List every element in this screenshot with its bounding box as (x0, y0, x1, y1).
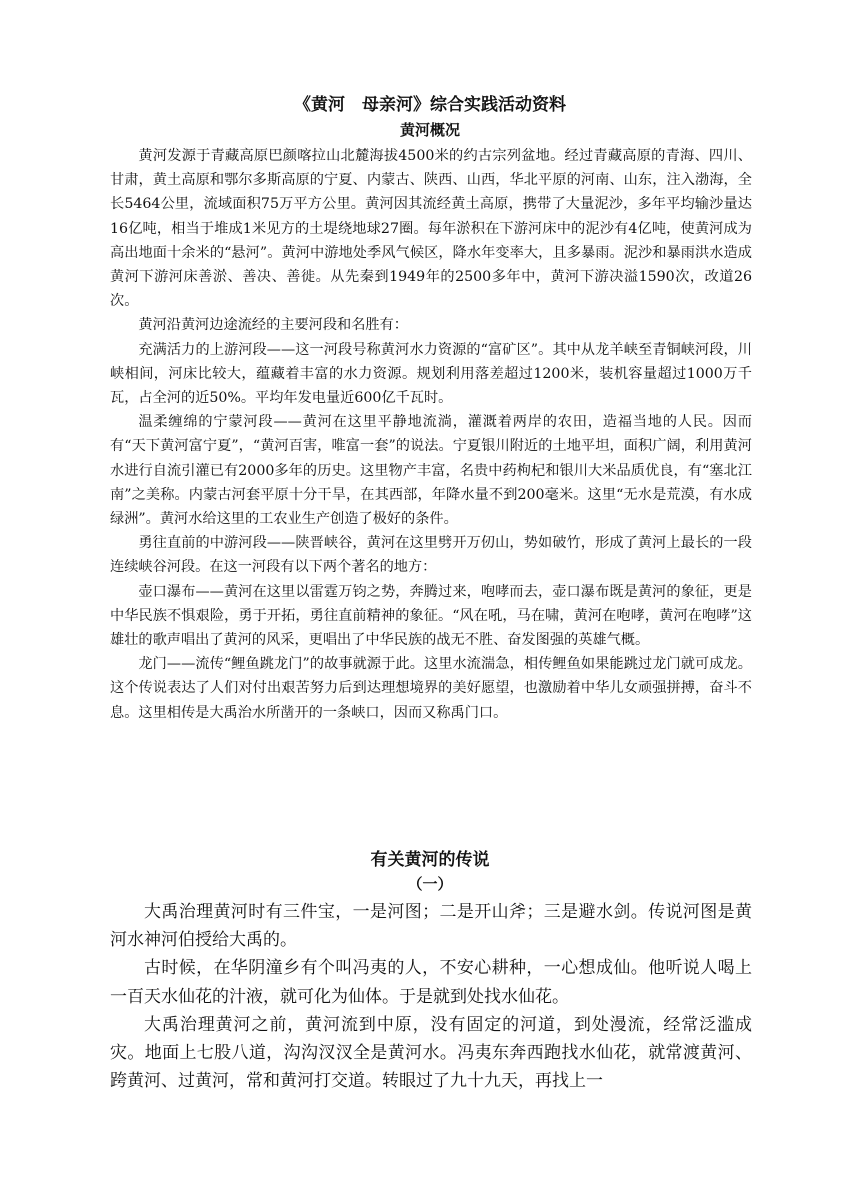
paragraph: 充满活力的上游河段——这一河段号称黄河水力资源的“富矿区”。其中从龙羊峡至青铜峡河段，川峡相间，河床比较大，蕴藏着丰富的水力资源。规划利用落差超过1200米，装机容量超过1000万千瓦，占全河的近50%。平均年发电量近600亿千瓦时。 (110, 341, 752, 407)
paragraph: 勇往直前的中游河段——陕晋峡谷，黄河在这里劈开万仞山，势如破竹，形成了黄河上最长的一段连续峡谷河段。在这一河段有以下两个著名的地方： (110, 535, 752, 576)
paragraph: 龙门——流传“鲤鱼跳龙门”的故事就源于此。这里水流湍急，相传鲤鱼如果能跳过龙门就可成龙。这个传说表达了人们对付出艰苦努力后到达理想境界的美好愿望，也激励着中华儿女顽强拼搏，奋斗不息。这里相传是大禹治水所凿开的一条峡口，因而又称禹门口。 (110, 656, 752, 721)
paragraph: 壶口瀑布——黄河在这里以雷霆万钧之势，奔腾过来，咆哮而去，壶口瀑布既是黄河的象征，更是中华民族不惧艰险，勇于开拓，勇往直前精神的象征。“风在吼，马在啸，黄河在咆哮，黄河在咆哮”这雄壮的歌声唱出了黄河的风采，更唱出了中华民族的战无不胜、奋发图强的英雄气概。 (110, 583, 752, 649)
paragraph: 黄河沿黄河边途流经的主要河段和名胜有： (138, 317, 408, 334)
section-subheading: （一） (407, 875, 453, 893)
section-heading-legends: 有关黄河的传说 (370, 850, 490, 870)
section-heading-overview: 黄河概况 (399, 121, 460, 139)
paragraph: 大禹治理黄河之前，黄河流到中原，没有固定的河道，到处漫流，经常泛滥成灾。地面上七股八道，沟沟汊汊全是黄河水。冯夷东奔西跑找水仙花，就常渡黄河、跨黄河、过黄河，常和黄河打交道。转眼过了九十九天，再找上一 (110, 1014, 752, 1092)
section-legends-body (110, 898, 752, 1095)
document-title: 《黄河 母亲河》综合实践活动资料 (294, 95, 566, 115)
paragraph: 温柔缠绵的宁蒙河段——黄河在这里平静地流淌，灌溉着两岸的农田，造福当地的人民。因而有“天下黄河富宁夏”，“黄河百害，唯富一套”的说法。宁夏银川附近的土地平坦，面积广阔，利用黄河水进行自流引灌已有2000多年的历史。这里物产丰富，名贵中药枸杞和银川大米品质优良，有“塞北江南”之美称。内蒙古河套平原十分干旱，在其西部，年降水量不到200毫米。这里“无水是荒漠，有水成绿洲”。黄河水给这里的工农业生产创造了极好的条件。 (110, 414, 752, 528)
paragraph: 大禹治理黄河时有三件宝，一是河图；二是开山斧；三是避水剑。传说河图是黄河水神河伯授给大禹的。 (110, 902, 752, 951)
section-overview-body (110, 144, 752, 725)
paragraph: 黄河发源于青藏高原巴颜喀拉山北麓海拔4500米的约古宗列盆地。经过青藏高原的青海、四川、甘肃，黄土高原和鄂尔多斯高原的宁夏、内蒙古、陕西、山西，华北平原的河南、山东，注入渤海，全长5464公里，流域面积75万平方公里。黄河因其流经黄土高原，携带了大量泥沙，多年平均输沙量达16亿吨，相当于堆成1米见方的土堤绕地球27圈。每年淤积在下游河床中的泥沙有4亿吨，使黄河成为高出地面十余米的“悬河”。黄河中游地处季风气候区，降水年变率大，且多暴雨。泥沙和暴雨洪水造成黄河下游河床善淤、善决、善徙。从先秦到1949年的2500多年中，黄河下游决溢1590次，改道26次。 (110, 148, 752, 310)
paragraph: 古时候，在华阴潼乡有个叫冯夷的人，不安心耕种，一心想成仙。他听说人喝上一百天水仙花的汁液，就可化为仙体。于是就到处找水仙花。 (110, 958, 752, 1007)
